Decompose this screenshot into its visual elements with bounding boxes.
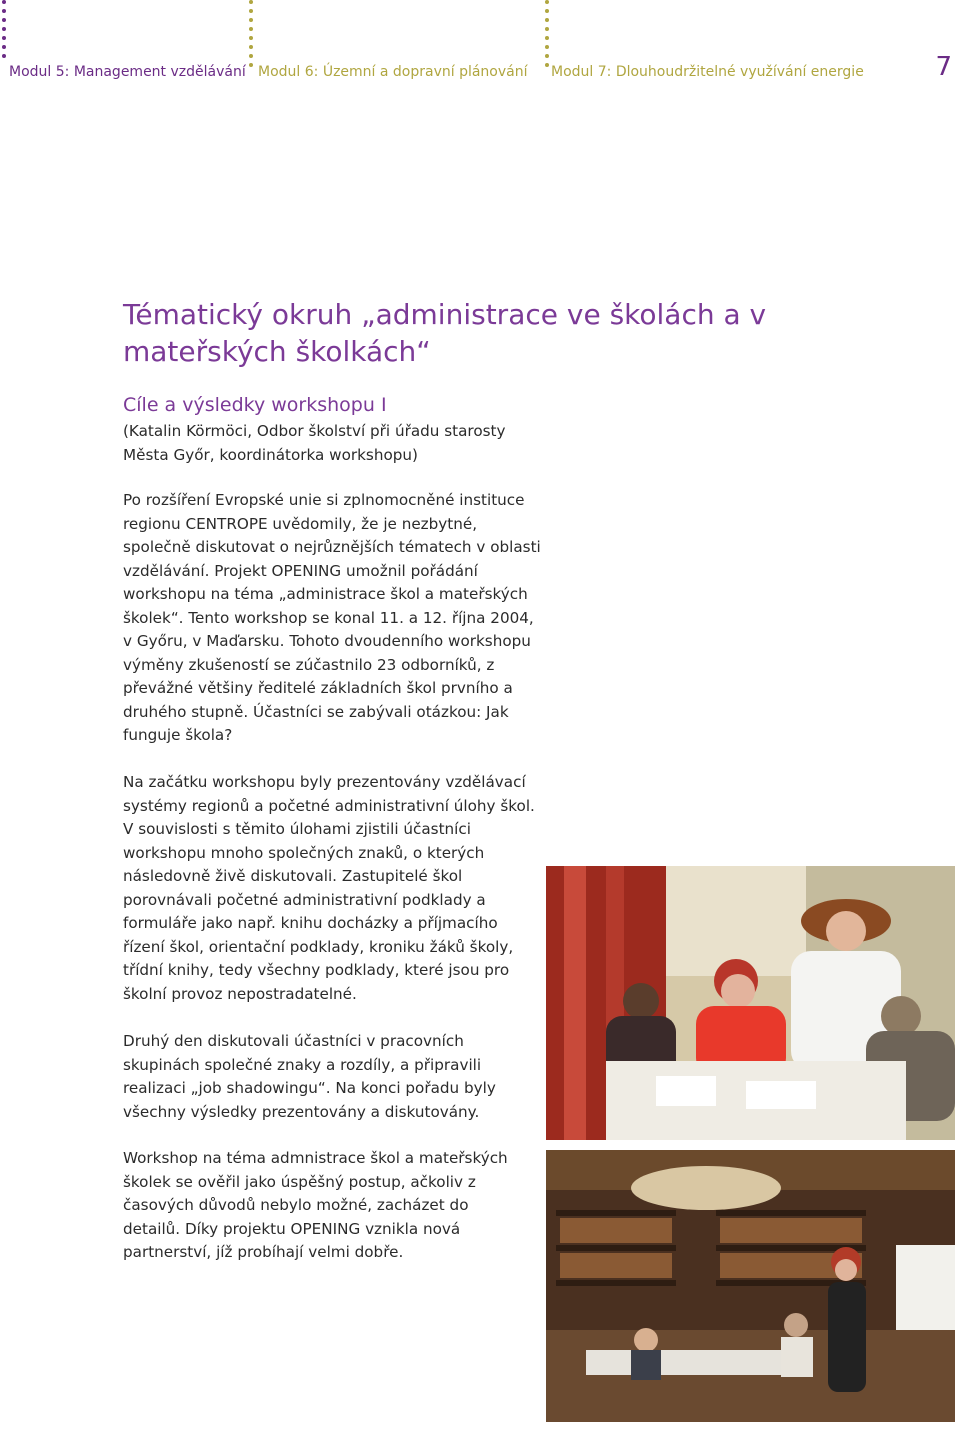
page-title: Tématický okruh „administrace ve školách a v mateřských školkách“	[123, 298, 767, 368]
dot-separator	[249, 0, 253, 72]
module-5-label: Modul 5: Management vzdělávání	[9, 64, 246, 80]
dot-separator	[545, 0, 549, 72]
paragraph-1: Po rozšíření Evropské unie si zplnomocněné instituce regionu CENTROPE uvědomily, že je nezbytné, společně diskutovat o nejrůznějších tématech v oblasti vzdělávání. Projekt OPENING umožnil pořádání workshopu na téma „administrace škol a mateřských školek“. Tento workshop se konal 11. a 12. října 2004, v Győru, v Maďarsku. Tohoto dvoudenního workshopu výměny zkušeností se zúčastnilo 23 odborníků, z převážné většiny ředitelé základních škol prvního a druhého stupně. Účastníci se zabývali otázkou: Jak funguje škola?	[123, 491, 541, 744]
module-7-label: Modul 7: Dlouhoudržitelné využívání energie	[551, 64, 864, 80]
section-subtitle: Cíle a výsledky workshopu I	[123, 394, 387, 416]
workshop-photo-library	[546, 1150, 955, 1422]
workshop-photo-table	[546, 866, 955, 1140]
paragraph-4: Workshop na téma admnistrace škol a mateřských školek se ověřil jako úspěšný postup, ačkoliv z časových důvodů nebylo možné, zacházet do detailů. Díky projektu OPENING vznikla nová partnerství, jíž probíhají velmi dobře.	[123, 1149, 508, 1261]
dot-separator	[2, 0, 6, 63]
paragraph-2: Na začátku workshopu byly prezentovány vzdělávací systémy regionů a početné administrativní úlohy škol. V souvislosti s těmito úlohami zjistili účastníci workshopu mnoho společných znaků, o kterých následovně živě diskutovali. Zastupitelé škol porovnávali početné administrativní podklady a formuláře jako např. knihu docházky a příjmacího řízení škol, orientační podklady, kroniku žáků školy, třídní knihy, tedy všechny podklady, které jsou pro školní provoz nepostradatelné.	[123, 773, 535, 1003]
module-6-label: Modul 6: Územní a dopravní plánování	[258, 64, 528, 80]
page-number: 7	[935, 52, 952, 82]
paragraph-3: Druhý den diskutovali účastníci v pracovních skupinách společné znaky a rozdíly, a připravili realizaci „job shadowingu“. Na konci pořadu byly všechny výsledky prezentovány a diskutovány.	[123, 1032, 496, 1121]
author-note: (Katalin Körmöci, Odbor školství při úřadu starosty Města Győr, koordinátorka workshopu)	[123, 422, 506, 464]
